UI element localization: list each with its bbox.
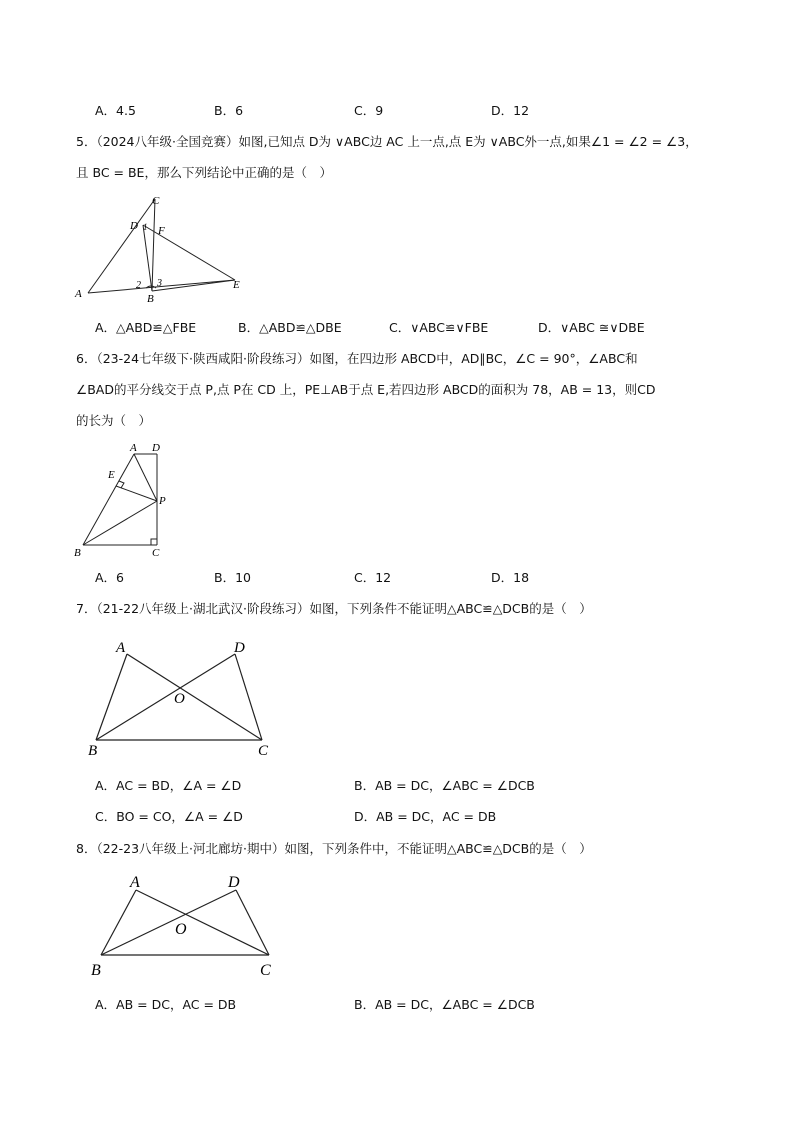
- q5-label-f: F: [158, 225, 165, 237]
- q8-label-d: D: [228, 874, 240, 891]
- q7-label-a: A: [116, 640, 126, 656]
- q5-edge-be: [152, 280, 235, 291]
- q5-option-b: B．△ABD≌△DBE: [238, 320, 342, 335]
- q6-right-angle-c: [151, 539, 157, 545]
- q7-edge-cd: [235, 654, 262, 740]
- q6-option-c: C．12: [354, 570, 392, 585]
- q8-edge-ac: [136, 890, 269, 955]
- q5-label-d: D: [130, 220, 138, 232]
- q7-label-c: C: [258, 743, 269, 759]
- q6-option-d: D．18: [491, 570, 530, 585]
- q8-edge-bd: [101, 890, 236, 955]
- q5-option-a: A．△ABD≌△FBE: [95, 320, 197, 335]
- q5-label-2: 2: [136, 280, 141, 291]
- q7-option-c: C．BO = CO，∠A = ∠D: [95, 809, 243, 824]
- q6-label-p: P: [159, 495, 166, 507]
- q6-stem-line2: ∠BAD的平分线交于点 P,点 P在 CD 上，PE⊥AB于点 E,若四边形 ABCD的面积为 78，AB = 13，则CD: [76, 382, 656, 397]
- q7-option-a: A．AC = BD，∠A = ∠D: [95, 778, 242, 793]
- q5-label-e: E: [233, 279, 240, 291]
- q4-option-b: B．6: [214, 103, 244, 118]
- q6-edge-bp: [83, 501, 157, 545]
- q7-edge-ac: [127, 654, 262, 740]
- q5-label-1: 1: [143, 222, 148, 232]
- q7-label-b: B: [88, 743, 98, 759]
- q6-label-e: E: [108, 469, 115, 481]
- q6-stem-line1: 6．（23-24七年级下·陕西咸阳·阶段练习）如图，在四边形 ABCD中，AD∥BC，∠C = 90°，∠ABC和: [76, 351, 638, 366]
- q5-edge-ac: [88, 199, 155, 293]
- q6-figure: [70, 440, 180, 562]
- q8-edge-ab: [101, 890, 136, 955]
- q4-option-d: D．12: [491, 103, 530, 118]
- q6-edge-ab: [83, 454, 134, 545]
- q8-option-b: B．AB = DC，∠ABC = ∠DCB: [354, 997, 535, 1012]
- q7-option-d: D．AB = DC，AC = DB: [354, 809, 497, 824]
- q5-option-c: C．∨ABC≌∨FBE: [389, 320, 489, 335]
- q5-edge-de: [143, 225, 235, 280]
- q5-stem-line2: 且 BC = BE，那么下列结论中正确的是（ ）: [76, 165, 332, 180]
- q8-figure: [84, 868, 284, 983]
- q7-edge-ab: [96, 654, 127, 740]
- q6-option-b: B．10: [214, 570, 251, 585]
- q6-label-c: C: [152, 547, 160, 559]
- q8-stem-line1: 8．（22-23八年级上·河北廊坊·期中）如图，下列条件中，不能证明△ABC≌△DCB的是（ ）: [76, 841, 592, 856]
- q5-label-b: B: [147, 293, 154, 304]
- q4-option-c: C．9: [354, 103, 384, 118]
- q8-label-o: O: [175, 921, 187, 938]
- q4-option-a: A．4.5: [95, 103, 136, 118]
- q6-label-d: D: [152, 442, 160, 454]
- q5-label-c: C: [152, 195, 160, 207]
- q8-option-a: A．AB = DC，AC = DB: [95, 997, 237, 1012]
- q8-label-a: A: [130, 874, 140, 891]
- q7-label-o: O: [174, 691, 185, 707]
- q6-option-a: A．6: [95, 570, 125, 585]
- q7-option-b: B．AB = DC，∠ABC = ∠DCB: [354, 778, 535, 793]
- q6-stem-line3: 的长为（ ）: [76, 413, 152, 428]
- q5-option-d: D．∨ABC ≅∨DBE: [538, 320, 645, 335]
- q8-label-b: B: [91, 962, 101, 979]
- q7-stem-line1: 7．（21-22八年级上·湖北武汉·阶段练习）如图，下列条件不能证明△ABC≌△DCB的是（ ）: [76, 601, 592, 616]
- q5-label-a: A: [75, 288, 82, 300]
- q6-label-b: B: [74, 547, 81, 559]
- q7-edge-bd: [96, 654, 235, 740]
- q7-label-d: D: [234, 640, 245, 656]
- q5-edge-db: [143, 225, 152, 291]
- q6-label-a: A: [130, 442, 137, 454]
- q7-figure: [80, 632, 290, 764]
- q5-label-3: 3: [157, 278, 162, 289]
- q5-figure: [70, 192, 260, 304]
- q5-edge-cb: [152, 199, 155, 291]
- q8-edge-cd: [236, 890, 269, 955]
- q5-stem-line1: 5．（2024八年级·全国竞赛）如图,已知点 D为 ∨ABC边 AC 上一点,点 E为 ∨ABC外一点,如果∠1 = ∠2 = ∠3，: [76, 134, 698, 149]
- q8-label-c: C: [260, 962, 271, 979]
